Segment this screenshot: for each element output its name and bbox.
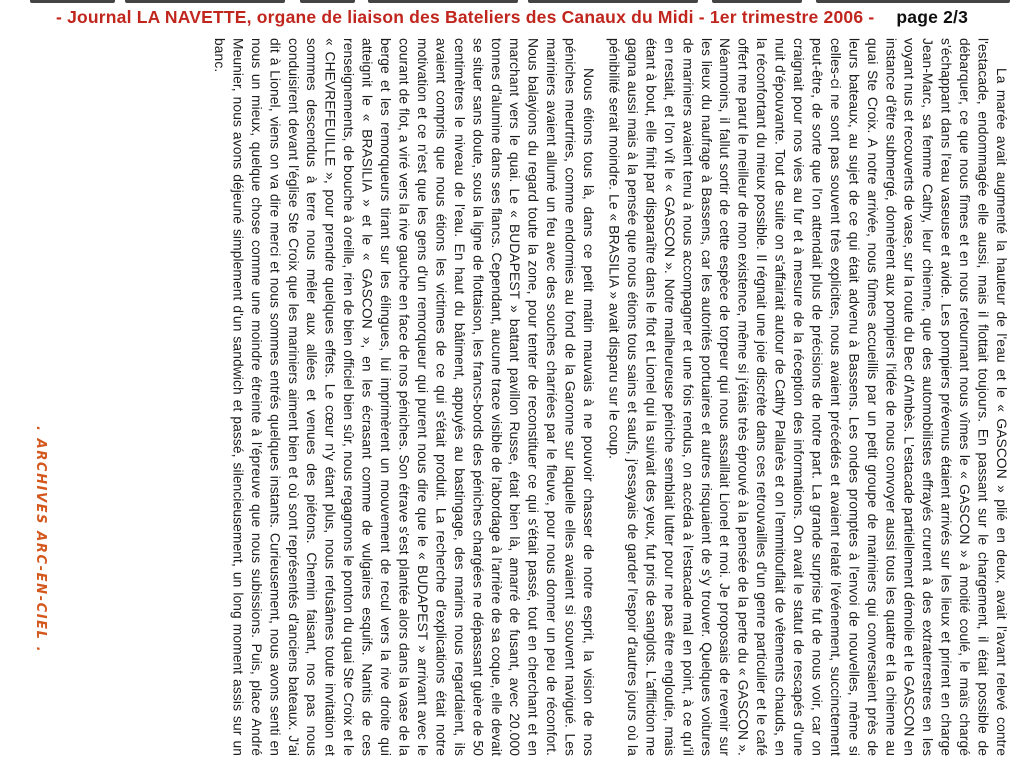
scan-smudge <box>30 0 115 3</box>
page-header <box>0 7 1024 28</box>
scan-smudge <box>125 0 285 3</box>
archives-stamp: . ARCHIVES ARC-EN-CIEL . <box>33 426 48 654</box>
scan-smudge <box>300 0 355 3</box>
article-paragraph: La marée avait augmenté la hauteur de l'eau et le « GASCON » plié en deux, avait l'avant relevé contre l'estacade, endommagée elle aussi, mais il flottait toujours. En passant sur le chargement, il était possible de débarquer, ce que nous fîmes et en nous retournant nous vîmes le « GASCON » à moitié coulé, le maïs chargé s'échappant dans l'eau vaseuse et avide. Les pompiers prévenus étaient arrivés sur les lieux et prirent en charge Jean-Marc, sa femme Cathy, leur chienne, que des automobilistes effrayés crurent à des extraterrestres en les voyant nus et recouverts de vase, sur la route du Bec d'Ambès. L'estacade partiellement démolie et le GASCON en instance d'être submergé, donnèrent aux pompiers l'idée de nous convoyer aussi tous les quatre et la chienne au quai Ste Croix. A notre arrivée, nous fûmes accueillis par un petit groupe de mariniers qui conversaient près de leurs bateaux, au sujet de ce qui était advenu à Bassens. Les ondes promptes à l'envoi de nouvelles, même si celles-ci ne sont pas souvent très explicites, nous avaient précédés et avaient relaté l'événement, succinctement peut-être, de sorte que l'on attendait plus de précisions de notre part. La grande surprise fut de nous voir, car on craignait pour nos vies au fur et à mesure de la réception des informations. On avait le statut de rescapés d'une nuit d'épouvante. Tout de suite on s'affairait autour de Cathy Pallarès et on l'emmitouflait de vêtements chauds, en la réconfortant du mieux possible. Il régnait une joie discrète dans ces retrouvailles d'un genre particulier et le café offert me parut le meilleur de mon existence, même si j'étais très éprouvé à la pensée de la perte du « GASCON ». Néanmoins, il fallut sortir de cette espèce de torpeur qui nous assaillait Lionel et moi. Je proposais de revenir sur les lieux du naufrage à Bassens, car les autorités portuaires et autres risquaient de s'y trouver. Quelques voitures de mariniers avaient tenu à nous accompagner et une fois rendus, on accéda à l'estacade mal en point, à ce qu'il en restait, et l'on vît le « GASCON ». Notre malheureuse péniche semblait lutter pour ne pas être engloutie, mais étant à bout, elle finit par disparaître dans le flot et Lionel qui la suivait des yeux, fut pris de sanglots. L'affliction me gagna aussi mais à la pensée que nous étions tous sains et saufs, j'essayais de garder l'espoir d'autres jours où la pénibilité serait moindre. Le « BRASILIA » avait disparu sur le coup. <box>606 38 1009 756</box>
page-number: page 2/3 <box>896 7 969 27</box>
scan-smudge <box>368 0 518 3</box>
scan-edge-artifacts <box>0 0 1024 6</box>
scan-smudge <box>712 0 802 3</box>
scan-smudge <box>816 0 1010 3</box>
article-paragraph: Nous étions tous là, dans ce petit matin mauvais à ne pouvoir chasser de notre esprit, la vision de nos péniches meurtries, comme endormies au fond de la Garonne sur laquelle elles avaient si souvent navigué. Les mariniers avaient allumé un feu avec des souches charriées par le fleuve, pour nous donner un peu de réconfort. Nous balayions du regard toute la zone, pour tenter de reconstituer ce qui s'était passé, tout en cherchant et en marchant vers le quai. Le « BUDAPEST » battant pavillon Russe, était bien là, amarré de fusant, avec 20.000 tonnes d'alumine dans ses flancs. Cependant, aucune trace visible de l'abordage à l'arrière de sa coque, elle devait se situer sans doute, sous la ligne de flottaison, les francs-bords des péniches chargées ne dépassant guère de 50 centimètres le niveau de l'eau. En haut du bâtiment, appuyés au bastingage, des marins nous regardaient, ils avaient compris que nous étions les victimes de ce qui s'était produit. La recherche d'explications était notre motivation et ce n'est que les gens d'un remorqueur qui purent nous dire que le « BUDAPEST » arrivant avec le courant de flot, a viré vers la rive gauche en face de nos péniches. Son étrave s'est plantée alors dans la vase de la berge et les remorqueurs tirant sur les élingues, lui imprimèrent un mouvement de recul vers la rive droite qui atteignit le « BRASILIA » et le « GASCON », en les écrasant comme de vulgaires esquifs. Nantis de ces renseignements, de bouche à oreille, rien de bien officiel bien sûr, nous regagnons le ponton du quai Ste Croix et le « CHEVREFEUILLE », pour prendre quelques effets. Le cœur n'y étant plus, nous refusâmes toute invitation et sommes descendus à terre nous mêler aux allées et venues des piétons. Chemin faisant, nos pas nous conduisirent devant l'église Ste Croix que les mariniers aiment bien et où sont représentés d'anciens bateaux. J'ai dit à Lionel, viens on va dire merci et nous sommes entrés quelques instants. Curieusement, nous avons senti en nous un mieux, quelque chose comme une moindre étreinte à l'épreuve que nous subissions. Puis, place André Meunier, nous avons déjeuné simplement d'un sandwich et passé, silencieusement, un long moment assis sur un banc. <box>211 38 597 756</box>
journal-title: - Journal LA NAVETTE, organe de liaison des Bateliers des Canaux du Midi - 1er trimestre 2006 - <box>55 7 875 27</box>
scan-smudge <box>528 0 698 3</box>
article-body-rotated <box>26 38 1010 756</box>
